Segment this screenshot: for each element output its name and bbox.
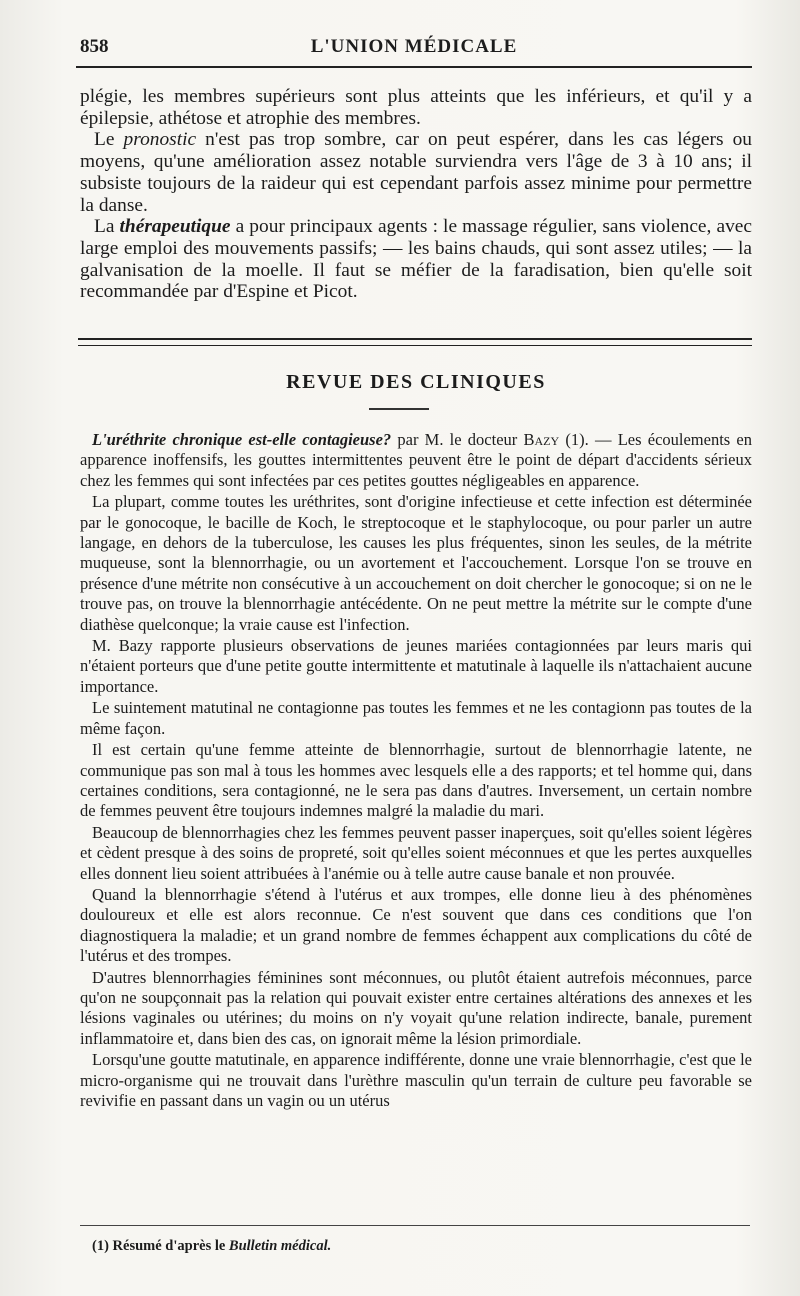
article-paragraph: Beaucoup de blennorrhagies chez les femmes peuvent passer inaperçues, soit qu'elles soient légères et cèdent presque à des soins de propreté, soit qu'elles soient méconnues et que les pertes auxquelles elles donnent lieu soient attribuées à l'anémie ou à telle autre cause banale et non prouvée. [80, 822, 752, 883]
continuation-paragraph: plégie, les membres supérieurs sont plus atteints que les inférieurs, et qu'il y a épilepsie, athétose et atrophie des membres. [80, 86, 752, 129]
footnote-source: Bulletin médical. [228, 1238, 332, 1254]
therapy-paragraph [80, 216, 752, 303]
article-paragraph: M. Bazy rapporte plusieurs observations de jeunes mariées contagionnées par leurs maris qui n'étaient porteurs que d'une petite goutte intermittente et matutinale à laquelle ils n'attachaient aucune importance. [80, 636, 752, 696]
therapy-lead: La [94, 216, 120, 238]
article-author: Bazy [523, 430, 560, 449]
review-article [80, 430, 752, 1111]
article-paragraph: Le suintement matutinal ne contagionne pas toutes les femmes et ne les contagionn pas toutes de la même façon. [80, 698, 752, 738]
footnote [92, 1238, 331, 1255]
running-header [76, 36, 752, 58]
therapy-term: thérapeutique [119, 216, 231, 238]
prognosis-lead: Le [94, 129, 124, 151]
article-paragraph: La plupart, comme toutes les uréthrites, sont d'origine infectieuse et cette infection est déterminée par le gonocoque, le bacille de Koch, le streptocoque et le staphylocoque, ou pour parler un autre langage, en dehors de la tuberculose, les causes les plus fréquentes, sinon les seules, de la métrite muqueuse, sont la blennorrhagie, ou un avortement et l'accouchement. Lorsque l'on se trouve en présence d'une métrite non consécutive à un accouchement on doit chercher le gonocoque; si on ne le trouve pas, on trouve la blennorrhagie antécédente. On ne peut mettre la métrite sur le compte d'une diathèse quelconque; la vraie cause est l'infection. [80, 492, 752, 634]
section-divider [78, 338, 752, 346]
article-byline: par M. le docteur [391, 430, 524, 449]
continuation-text [80, 86, 752, 303]
footnote-text: (1) Résumé d'après le [92, 1238, 229, 1254]
journal-title: L'UNION MÉDICALE [310, 36, 518, 57]
article-paragraph: D'autres blennorrhagies féminines sont méconnues, ou plutôt étaient autrefois méconnues, parce qu'on ne soupçonnait pas la relation qui pouvait exister entre certaines altérations des annexes et les lésions vaginales ou utérines; du moins on n'y voyait qu'une relation indirecte, banale, purement inflammatoire et, dans bien des cas, on ignorait même la lésion primordiale. [80, 967, 752, 1048]
article-paragraph: Il est certain qu'une femme atteinte de blennorrhagie, surtout de blennorrhagie latente, ne communique pas son mal à tous les hommes avec lesquels elle a des rapports; et tel homme qui, dans certaines conditions, sera contagionné, ne le sera pas dans d'autres. Inversement, un certain nombre de femmes peuvent être toujours indemnes malgré la maladie du mari. [80, 740, 752, 821]
article-title: L'uréthrite chronique est-elle contagieuse? [92, 430, 392, 449]
footnote-rule [80, 1225, 750, 1226]
title-underline [369, 408, 429, 410]
article-intro [80, 430, 752, 491]
prognosis-term: pronostic [123, 129, 197, 151]
prognosis-text: n'est pas trop sombre, car on peut espérer, dans les cas légers ou moyens, qu'une amélioration assez notable surviendra vers l'âge de 3 à 10 ans; il subsiste toujours de la raideur qui est cependant parfois assez minime pour permettre la danse. [80, 129, 752, 216]
footnote-reference: (1). [559, 430, 589, 449]
page-number: 858 [80, 36, 109, 57]
header-rule [76, 66, 752, 68]
article-paragraph: Quand la blennorrhagie s'étend à l'utérus et aux trompes, elle donne lieu à des phénomènes douloureux et elle est alors reconnue. Ce n'est souvent que dans ces conditions que l'on diagnostiquera la maladie; et un grand nombre de femmes échappent aux complications du côté de l'utérus et des trompes. [80, 884, 752, 966]
article-paragraph: Lorsqu'une goutte matutinale, en apparence indifférente, donne une vraie blennorrhagie, c'est que le micro-organisme qui ne trouvait dans l'urèthre masculin qu'un terrain de culture peu favorable se revivifie en passant dans un vagin ou un utérus [80, 1050, 752, 1110]
section-title: REVUE DES CLINIQUES [286, 371, 546, 393]
article-lead: — Les écoulements en apparence inoffensifs, les gouttes intermittentes peuvent être le point de départ d'accidents sérieux chez les femmes qui sont infectées par ces petites gouttes négligeables en apparence. [80, 430, 753, 490]
therapy-text: a pour principaux agents : le massage régulier, sans violence, avec large emploi des mouvements passifs; — les bains chauds, qui sont assez utiles; — la galvanisation de la moelle. Il faut se méfier de la faradisation, bien qu'elle soit recommandée par d'Espine et Picot. [80, 216, 752, 303]
prognosis-paragraph [80, 129, 752, 216]
